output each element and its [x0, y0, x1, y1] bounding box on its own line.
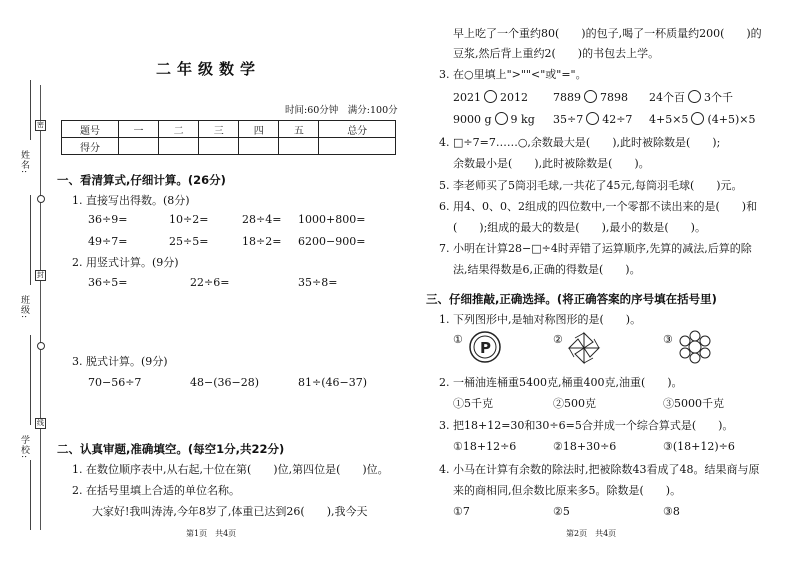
- seal-mark: 密: [37, 121, 44, 129]
- calc-item: 25÷5=: [169, 235, 209, 248]
- score-cell[interactable]: [319, 138, 396, 155]
- flower-icon: [678, 330, 712, 364]
- s2-q4-cont: 余数最小是( ),此时被除数是( )。: [453, 157, 650, 170]
- binding-line: [30, 335, 32, 425]
- s3-q4-cont: 来的商相同,但余数比原来多5。除数是( )。: [453, 484, 682, 497]
- score-header: 三: [199, 121, 239, 138]
- s3-q3: 3. 把18+12=30和30÷6=5合并成一个综合算式是( )。: [439, 419, 734, 432]
- calc-item: 1000+800=: [298, 213, 366, 226]
- score-header: 总分: [319, 121, 396, 138]
- calc-item: 81÷(46−37): [298, 376, 368, 389]
- s2-q4: 4. □÷7=7……○,余数最大是( ),此时被除数是( );: [439, 136, 721, 149]
- score-cell[interactable]: [199, 138, 239, 155]
- s2-q2-text: 大家好!我叫涛涛,今年8岁了,体重已达到26( ),我今天: [92, 505, 368, 518]
- score-table: [61, 120, 396, 155]
- score-header: 五: [279, 121, 319, 138]
- section1-heading: 一、看清算式,仔细计算。(26分): [57, 173, 226, 187]
- score-cell[interactable]: [119, 138, 159, 155]
- binding-hole-icon: [37, 342, 45, 350]
- option: ③8: [663, 505, 680, 518]
- s1-q1: 1. 直接写出得数。(8分): [72, 194, 190, 207]
- option-label: ②: [553, 333, 563, 346]
- school-label: 学校:: [19, 435, 29, 460]
- binding-hole-icon: [37, 195, 45, 203]
- compare-circle[interactable]: [586, 112, 599, 125]
- binding-line: [30, 80, 32, 140]
- section2-heading: 二、认真审题,准确填空。(每空1分,共22分): [57, 442, 285, 456]
- s2-q6: 6. 用4、0、0、2组成的四位数中,一个零都不读出来的是( )和: [439, 200, 758, 213]
- compare-circle[interactable]: [495, 112, 508, 125]
- calc-item: 28÷4=: [242, 213, 282, 226]
- calc-item: 35÷8=: [298, 276, 338, 289]
- score-header: 二: [159, 121, 199, 138]
- calc-item: 48−(36−28): [190, 376, 260, 389]
- score-cell[interactable]: [239, 138, 279, 155]
- option: ①18+12÷6: [453, 440, 517, 453]
- time-info: 时间:60分钟 满分:100分: [285, 105, 398, 116]
- compare-item: 7889 7898: [553, 91, 628, 104]
- option: ②500克: [553, 397, 596, 410]
- score-cell[interactable]: [279, 138, 319, 155]
- compare-item: 2021 2012: [453, 91, 528, 104]
- score-header: 一: [119, 121, 159, 138]
- s2-q2-cont: 早上吃了一个重约80( )的包子,喝了一杯质量约200( )的: [453, 27, 762, 40]
- s3-q2: 2. 一桶油连桶重5400克,桶重400克,油重( )。: [439, 376, 683, 389]
- binding-line: [30, 460, 32, 530]
- s2-q2: 2. 在括号里填上合适的单位名称。: [72, 484, 240, 497]
- option: ②5: [553, 505, 570, 518]
- s2-q5: 5. 李老师买了5筒羽毛球,一共花了45元,每筒羽毛球( )元。: [439, 179, 743, 192]
- seal-line: [40, 85, 42, 530]
- s2-q2-cont: 豆浆,然后背上重约2( )的书包去上学。: [453, 47, 660, 60]
- s1-q3: 3. 脱式计算。(9分): [72, 355, 168, 368]
- calc-item: 22÷6=: [190, 276, 230, 289]
- footer-right: 第2页 共4页: [566, 529, 617, 538]
- s3-q4: 4. 小马在计算有余数的除法时,把被除数43看成了48。结果商与原: [439, 463, 760, 476]
- calc-item: 10÷2=: [169, 213, 209, 226]
- seal-mark: 封: [37, 271, 44, 279]
- calc-item: 6200−900=: [298, 235, 366, 248]
- calc-item: 36÷5=: [88, 276, 128, 289]
- s2-q7: 7. 小明在计算28−□÷4时弄错了运算顺序,先算的减法,后算的除: [439, 242, 752, 255]
- option: ②18+30÷6: [553, 440, 617, 453]
- s2-q7-cont: 法,结果得数是6,正确的得数是( )。: [453, 263, 641, 276]
- s1-q2: 2. 用竖式计算。(9分): [72, 256, 179, 269]
- score-cell[interactable]: [159, 138, 199, 155]
- option: ①5千克: [453, 397, 493, 410]
- seal-mark: 线: [37, 419, 44, 427]
- name-label: 姓名:: [19, 150, 29, 175]
- option: ①7: [453, 505, 470, 518]
- calc-item: 36÷9=: [88, 213, 128, 226]
- option-label: ①: [453, 333, 463, 346]
- s3-q1: 1. 下列图形中,是轴对称图形的是( )。: [439, 313, 642, 326]
- compare-item: 35÷7 42÷7: [553, 113, 633, 126]
- score-header: 题号: [62, 121, 119, 138]
- s2-q1: 1. 在数位顺序表中,从右起,十位在第( )位,第四位是( )位。: [72, 463, 389, 476]
- binding-line: [30, 195, 32, 285]
- page-title: 二年级数学: [156, 60, 262, 78]
- svg-text:P: P: [480, 339, 491, 357]
- compare-circle[interactable]: [691, 112, 704, 125]
- option: ③5000千克: [663, 397, 724, 410]
- compare-circle[interactable]: [484, 90, 497, 103]
- s2-q6-cont: ( );组成的最大的数是( ),最小的数是( )。: [453, 221, 706, 234]
- calc-item: 70−56÷7: [88, 376, 142, 389]
- calc-item: 49÷7=: [88, 235, 128, 248]
- compare-item: 4+5×5 (4+5)×5: [649, 113, 756, 126]
- calc-item: 18÷2=: [242, 235, 282, 248]
- option-label: ③: [663, 333, 673, 346]
- footer-left: 第1页 共4页: [186, 529, 237, 538]
- compare-circle[interactable]: [584, 90, 597, 103]
- compare-circle[interactable]: [688, 90, 701, 103]
- class-label: 班级:: [19, 295, 29, 320]
- compare-item: 9000 g 9 kg: [453, 113, 535, 126]
- section3-heading: 三、仔细推敲,正确选择。(将正确答案的序号填在括号里): [426, 292, 717, 306]
- parking-sign-icon: [468, 330, 502, 364]
- s2-q3: 3. 在○里填上">""<"或"="。: [439, 68, 587, 81]
- score-header: 四: [239, 121, 279, 138]
- option: ③(18+12)÷6: [663, 440, 735, 453]
- pinwheel-icon: [566, 330, 602, 366]
- compare-item: 24个百 3个千: [649, 91, 733, 104]
- score-row-label: 得分: [62, 138, 119, 155]
